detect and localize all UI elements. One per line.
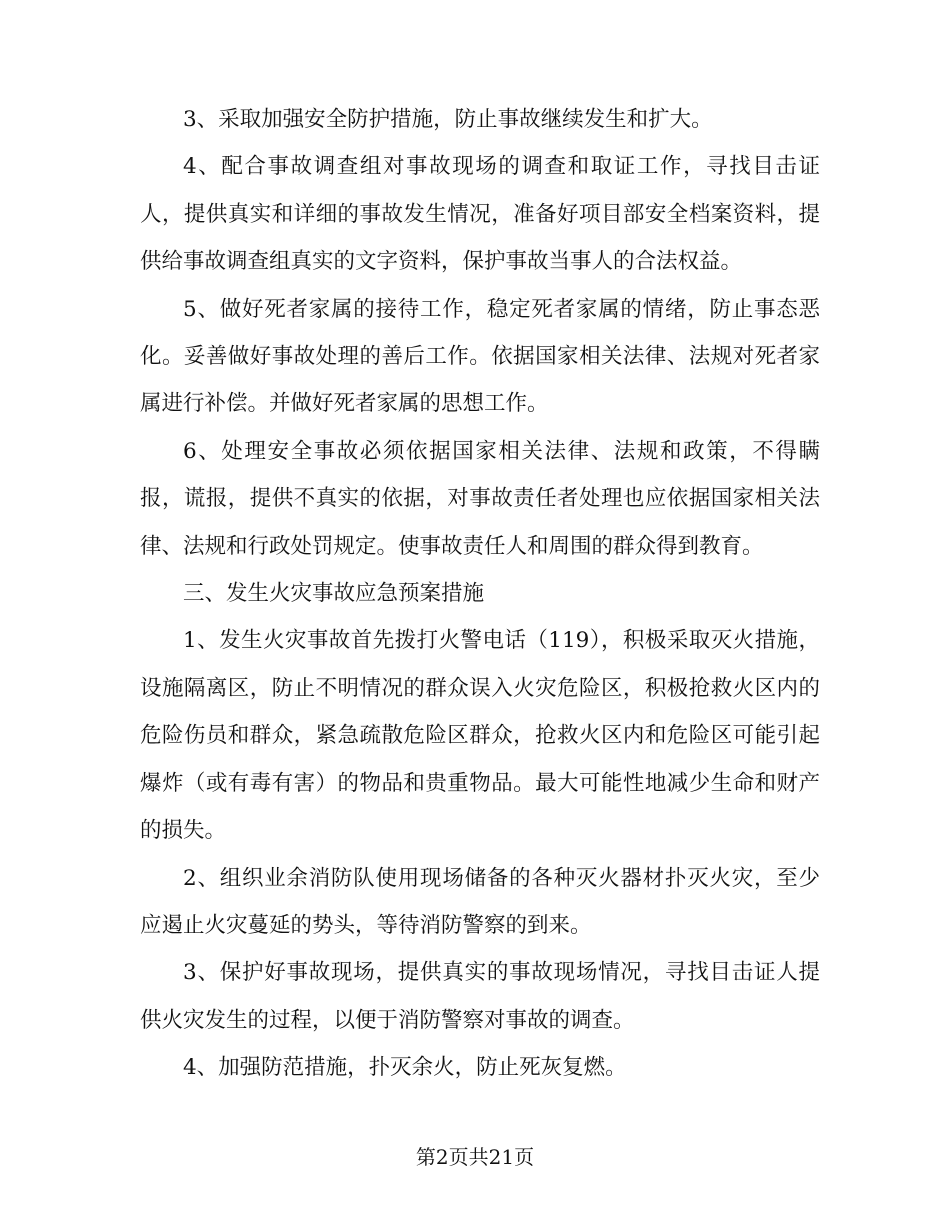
- page-number: 第2页共21页: [415, 1145, 535, 1169]
- paragraph-item-5-family: 5、做好死者家属的接待工作，稳定死者家属的情绪，防止事态恶化。妥善做好事故处理的善后工作。依据国家相关法律、法规对死者家属进行补偿。并做好死者家属的思想工作。: [140, 296, 820, 417]
- paragraph-fire-1: 1、发生火灾事故首先拨打火警电话（119），积极采取灭火措施，设施隔离区，防止不明情况的群众误入火灾危险区，积极抢救火区内的危险伤员和群众，紧急疏散危险区群众，抢救火区内和危险区可能引起爆炸（或有毒有害）的物品和贵重物品。最大可能性地减少生命和财产的损失。: [140, 628, 820, 844]
- paragraph-fire-4: 4、加强防范措施，扑灭余火，防止死灰复燃。: [183, 1055, 627, 1081]
- document-body: [140, 96, 820, 1092]
- paragraph-fire-2: 2、组织业余消防队使用现场储备的各种灭火器材扑灭火灾，至少应遏止火灾蔓延的势头，等待消防警察的到来。: [140, 865, 820, 938]
- section-heading-fire: 三、发生火灾事故应急预案措施: [183, 581, 485, 607]
- paragraph-item-6-law: 6、处理安全事故必须依据国家相关法律、法规和政策，不得瞒报，谎报，提供不真实的依据，对事故责任者处理也应依据国家相关法律、法规和行政处罚规定。使事故责任人和周围的群众得到教育。: [140, 438, 820, 559]
- paragraph-fire-3: 3、保护好事故现场，提供真实的事故现场情况，寻找目击证人提供火灾发生的过程，以便于消防警察对事故的调查。: [140, 960, 820, 1033]
- paragraph-item-4-investigation: 4、配合事故调查组对事故现场的调查和取证工作，寻找目击证人，提供真实和详细的事故发生情况，准备好项目部安全档案资料，提供给事故调查组真实的文字资料，保护事故当事人的合法权益。: [140, 154, 820, 275]
- paragraph-item-3-safety: 3、采取加强安全防护措施，防止事故继续发生和扩大。: [183, 107, 713, 132]
